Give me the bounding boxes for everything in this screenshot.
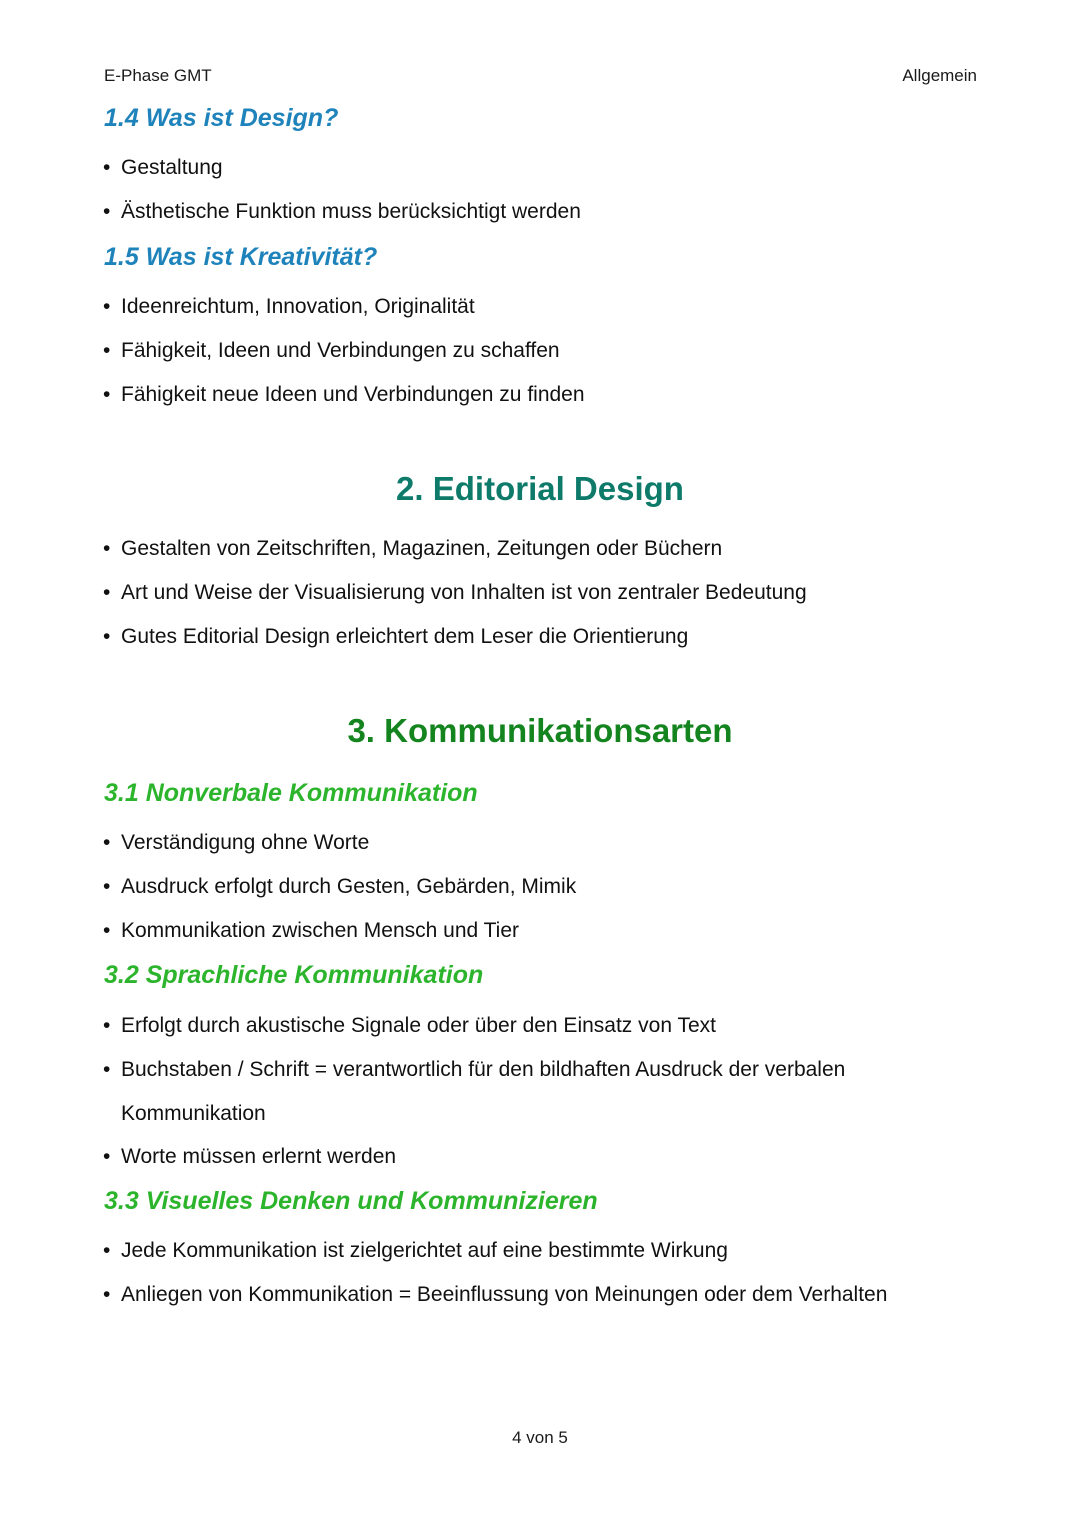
heading-3-2: 3.2 Sprachliche Kommunikation [104, 961, 484, 989]
list-item: • Fähigkeit neue Ideen und Verbindungen zu finden [103, 373, 963, 417]
list-item: • Ausdruck erfolgt durch Gesten, Gebärden, Mimik [103, 865, 963, 909]
list-item: • Gestaltung [103, 146, 963, 190]
list-item: • Buchstaben / Schrift = verantwortlich für den bildhaften Ausdruck der verbalen Kommunikation [103, 1048, 963, 1136]
heading-1-4: 1.4 Was ist Design? [104, 104, 339, 132]
list-3-3 [103, 1229, 973, 1317]
page-number: 4 von 5 [512, 1428, 568, 1447]
list-3-2 [103, 1004, 963, 1179]
heading-3-1: 3.1 Nonverbale Kommunikation [104, 779, 478, 807]
list-item: • Worte müssen erlernt werden [103, 1135, 963, 1179]
list-item: • Erfolgt durch akustische Signale oder über den Einsatz von Text [103, 1004, 963, 1048]
list-item: • Fähigkeit, Ideen und Verbindungen zu schaffen [103, 329, 963, 373]
list-1-5 [103, 285, 963, 416]
list-item: • Kommunikation zwischen Mensch und Tier [103, 909, 963, 953]
list-item: • Gestalten von Zeitschriften, Magazinen, Zeitungen oder Büchern [103, 527, 963, 571]
heading-2: 2. Editorial Design [396, 470, 684, 507]
heading-3: 3. Kommunikationsarten [347, 712, 733, 749]
heading-1-5: 1.5 Was ist Kreativität? [104, 243, 378, 271]
list-item: • Verständigung ohne Worte [103, 821, 963, 865]
list-1-4 [103, 146, 963, 234]
list-item: • Anliegen von Kommunikation = Beeinflussung von Meinungen oder dem Verhalten [103, 1273, 973, 1317]
list-item: • Jede Kommunikation ist zielgerichtet auf eine bestimmte Wirkung [103, 1229, 973, 1273]
list-item: • Gutes Editorial Design erleichtert dem Leser die Orientierung [103, 615, 963, 659]
list-item: • Art und Weise der Visualisierung von Inhalten ist von zentraler Bedeutung [103, 571, 963, 615]
list-2 [103, 527, 963, 658]
list-3-1 [103, 821, 963, 952]
header-right: Allgemein [902, 66, 977, 85]
header-left: E-Phase GMT [104, 66, 212, 85]
list-item: • Ideenreichtum, Innovation, Originalität [103, 285, 963, 329]
heading-3-3: 3.3 Visuelles Denken und Kommunizieren [104, 1187, 598, 1215]
list-item: • Ästhetische Funktion muss berücksichtigt werden [103, 190, 963, 234]
